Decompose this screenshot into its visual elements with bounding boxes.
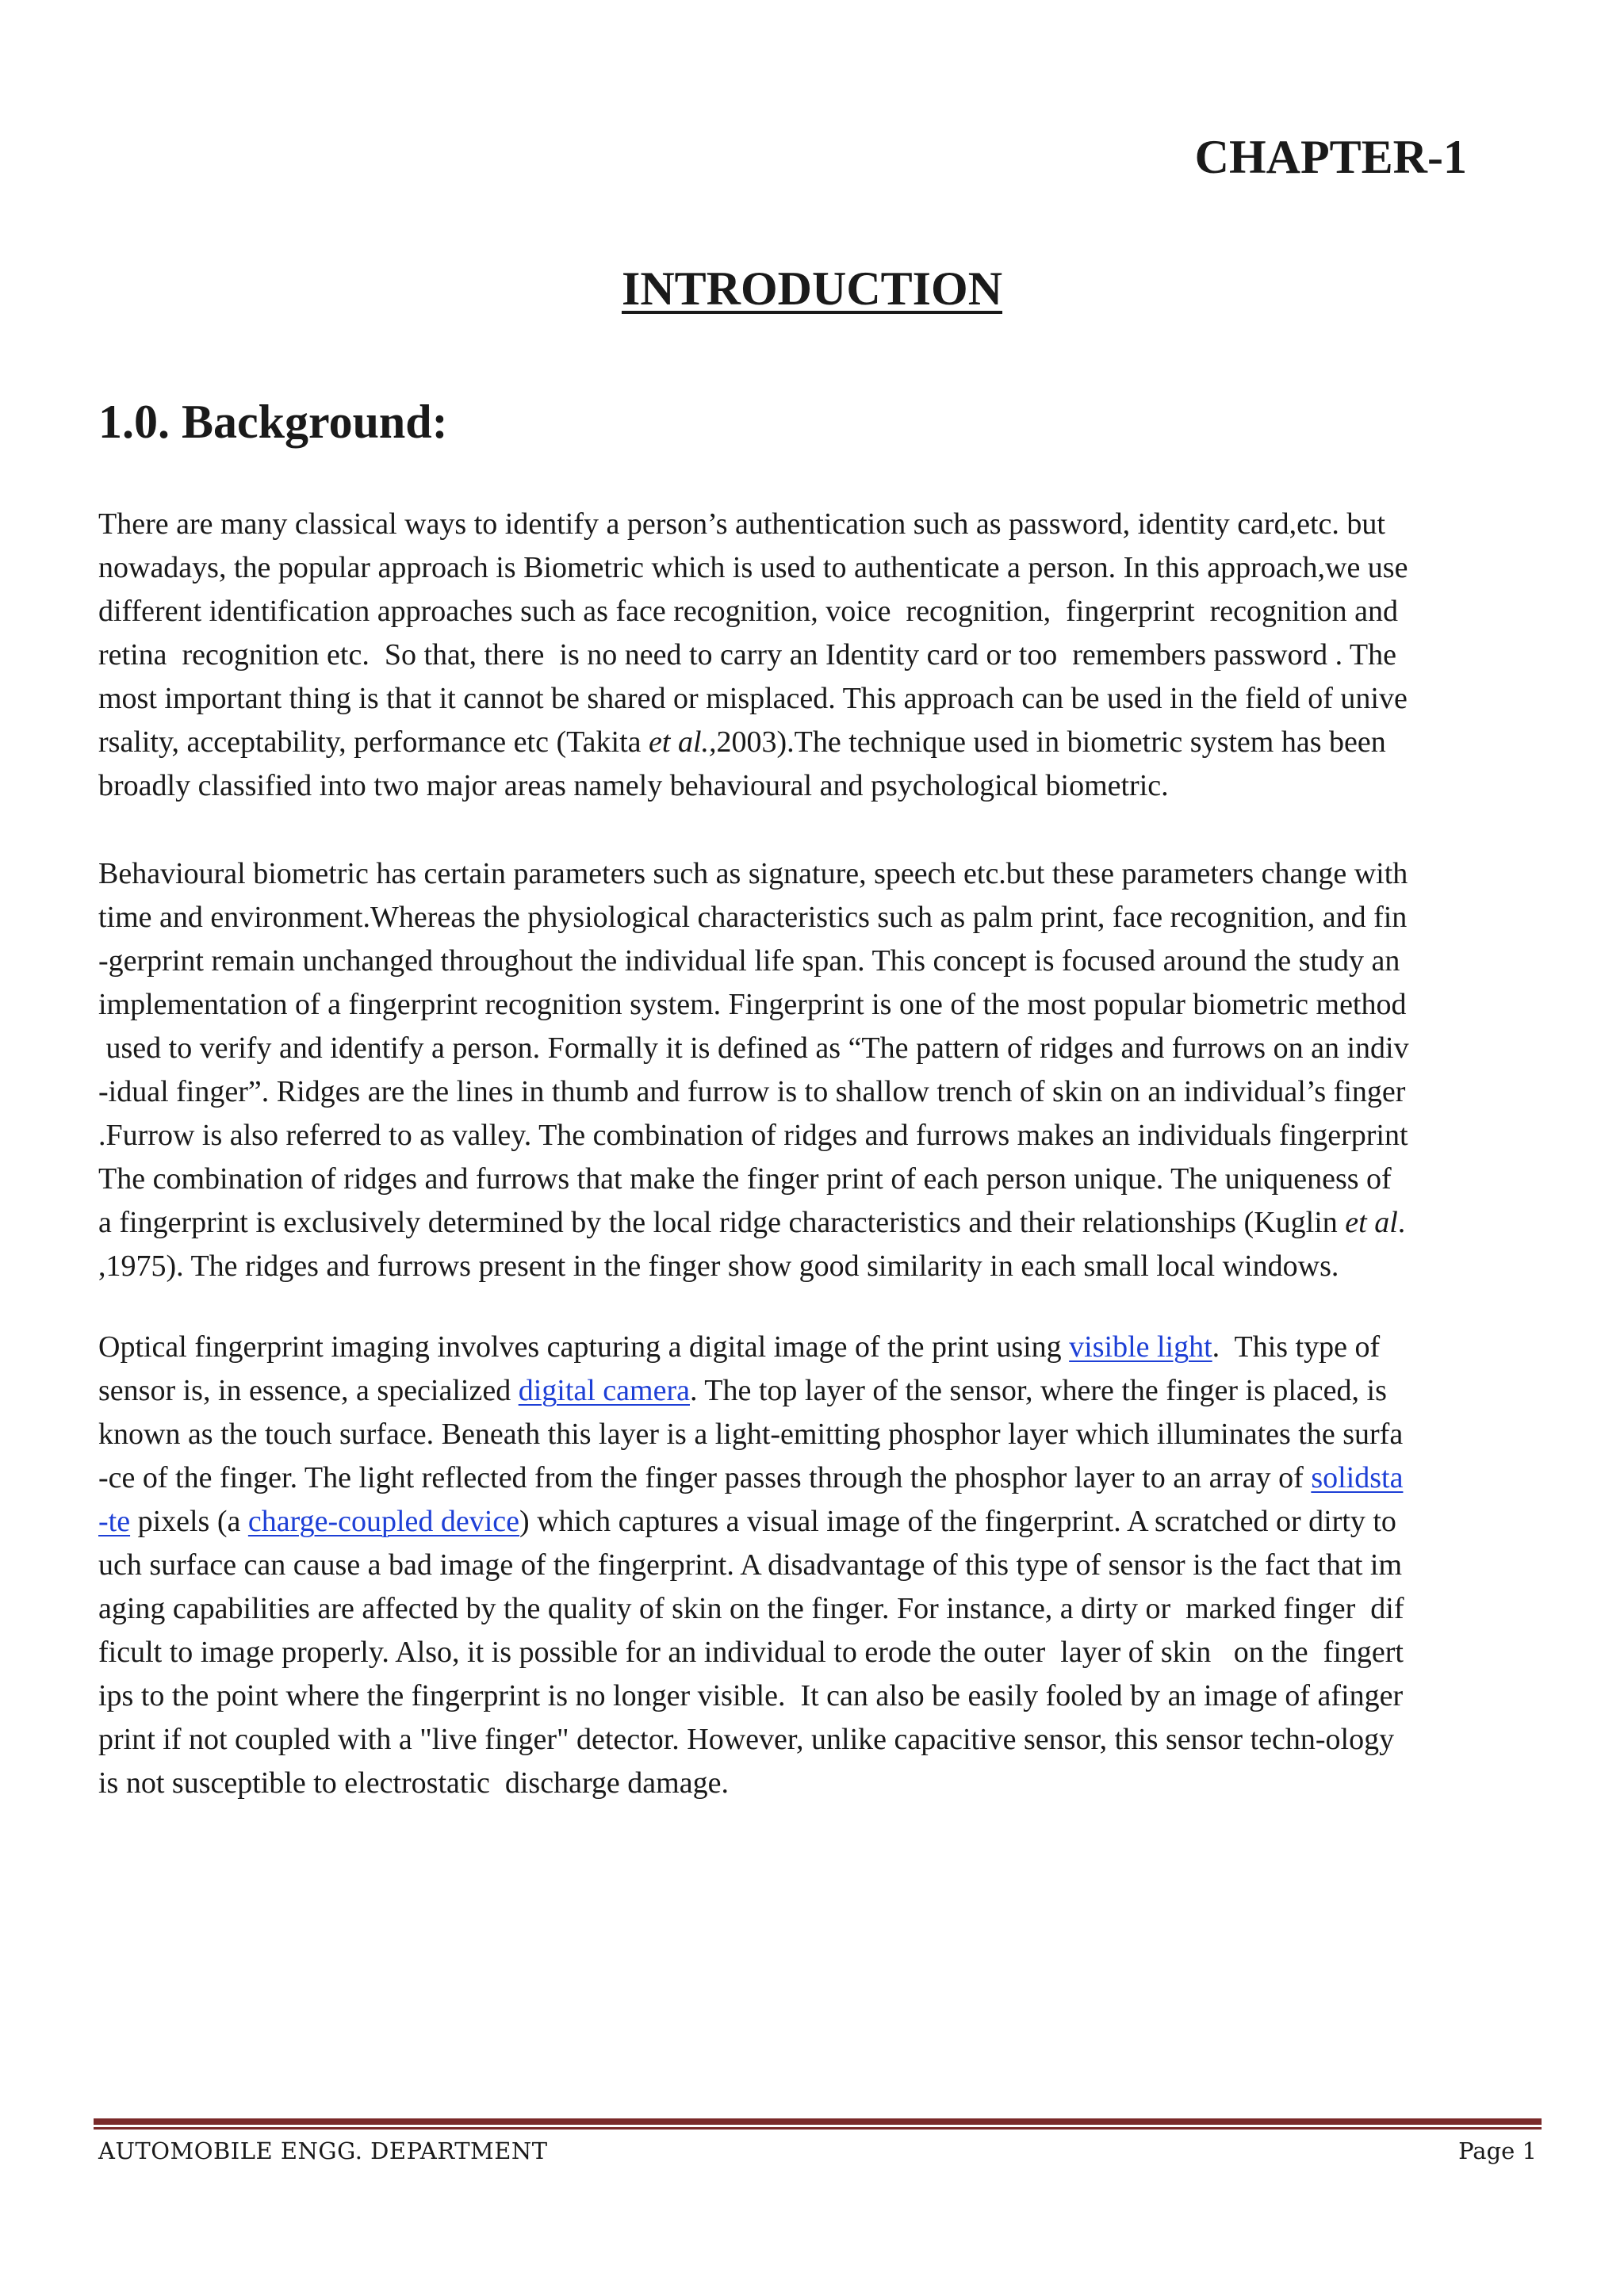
text-line: .Furrow is also referred to as valley. The combination of ridges and furrows makes an individuals fingerprint: [98, 1119, 1408, 1152]
italic-citation: et al.,: [649, 725, 717, 759]
paragraph-background-2: [98, 852, 1542, 1288]
text-line: Behavioural biometric has certain parameters such as signature, speech etc.but these parameters change with: [98, 857, 1408, 890]
text-line: implementation of a fingerprint recognition system. Fingerprint is one of the most popular biometric method: [98, 988, 1407, 1021]
text-line: [98, 1201, 1542, 1245]
text-line: print if not coupled with a "live finger" detector. However, unlike capacitive sensor, this sensor techn-ology: [98, 1723, 1395, 1756]
link-solid-state-continued[interactable]: -te: [98, 1505, 131, 1538]
text-line: time and environment.Whereas the physiological characteristics such as palm print, face recognition, and fin: [98, 901, 1408, 934]
text-segment: . This type of: [1212, 1330, 1381, 1364]
link-charge-coupled-device[interactable]: charge-coupled device: [247, 1505, 520, 1538]
text-segment: sensor is, in essence, a specialized: [98, 1374, 519, 1407]
page-number: Page 1: [1458, 2137, 1537, 2164]
text-line: -gerprint remain unchanged throughout the individual life span. This concept is focused around the study an: [98, 944, 1400, 978]
paragraph-background-1: [98, 503, 1542, 808]
footer-department: AUTOMOBILE ENGG. DEPARTMENT: [98, 2137, 548, 2164]
text-line: nowadays, the popular approach is Biometric which is used to authenticate a person. In this approach,we use: [98, 551, 1408, 584]
chapter-title: INTRODUCTION: [621, 262, 1003, 315]
text-line: ips to the point where the fingerprint is no longer visible. It can also be easily fooled by an image of afinger: [98, 1679, 1404, 1712]
text-segment: -ce of the finger. The light reflected from the finger passes through the phosphor layer to an array of: [98, 1461, 1312, 1494]
link-digital-camera[interactable]: digital camera: [518, 1374, 690, 1407]
text-segment: 2003).The technique used in biometric system has been: [716, 725, 1386, 759]
footer-divider-thin: [94, 2127, 1542, 2130]
text-line: There are many classical ways to identify a person’s authentication such as password, identity card,etc. but: [98, 507, 1385, 541]
text-line: used to verify and identify a person. Formally it is defined as “The pattern of ridges and furrows on an indiv: [98, 1031, 1409, 1065]
text-line: [98, 1326, 1542, 1369]
text-segment: .: [1397, 1206, 1406, 1239]
text-segment: a fingerprint is exclusively determined by the local ridge characteristics and their relationships (Kuglin: [98, 1206, 1346, 1239]
text-line: [98, 1456, 1542, 1500]
text-segment: . The top layer of the sensor, where the finger is placed, is: [689, 1374, 1387, 1407]
text-line: ,1975). The ridges and furrows present in the finger show good similarity in each small local windows.: [98, 1249, 1339, 1283]
text-line: [98, 721, 1542, 764]
link-solid-state[interactable]: solidsta: [1311, 1461, 1404, 1494]
text-line: most important thing is that it cannot be shared or misplaced. This approach can be used in the field of unive: [98, 682, 1408, 715]
text-line: aging capabilities are affected by the quality of skin on the finger. For instance, a dirty or marked finger dif: [98, 1592, 1404, 1625]
chapter-heading: CHAPTER-1: [1194, 131, 1467, 183]
text-line: is not susceptible to electrostatic discharge damage.: [98, 1766, 729, 1800]
text-line: [98, 1500, 1542, 1544]
text-line: uch surface can cause a bad image of the fingerprint. A disadvantage of this type of sensor is the fact that im: [98, 1548, 1403, 1582]
section-heading: 1.0. Background:: [98, 396, 448, 448]
footer-divider: [94, 2118, 1542, 2125]
text-line: [98, 1369, 1542, 1413]
italic-citation: et al: [1345, 1206, 1398, 1239]
text-segment: Optical fingerprint imaging involves capturing a digital image of the print using: [98, 1330, 1070, 1364]
text-line: retina recognition etc. So that, there is no need to carry an Identity card or too remembers password . The: [98, 638, 1396, 672]
text-line: different identification approaches such as face recognition, voice recognition, fingerprint recognition and: [98, 595, 1399, 628]
text-line: -idual finger”. Ridges are the lines in thumb and furrow is to shallow trench of skin on an individual’s finger: [98, 1075, 1406, 1108]
text-line: known as the touch surface. Beneath this layer is a light-emitting phosphor layer which illuminates the surfa: [98, 1418, 1404, 1451]
paragraph-background-3: [98, 1326, 1542, 1805]
text-segment: ) which captures a visual image of the fingerprint. A scratched or dirty to: [519, 1505, 1396, 1538]
text-segment: pixels (a: [130, 1505, 248, 1538]
text-line: The combination of ridges and furrows that make the finger print of each person unique. The uniqueness of: [98, 1162, 1392, 1196]
text-line: broadly classified into two major areas namely behavioural and psychological biometric.: [98, 769, 1169, 802]
text-line: ficult to image properly. Also, it is possible for an individual to erode the outer layer of skin on the fingert: [98, 1636, 1404, 1669]
link-visible-light[interactable]: visible light: [1069, 1330, 1212, 1364]
text-segment: rsality, acceptability, performance etc (Takita: [98, 725, 649, 759]
